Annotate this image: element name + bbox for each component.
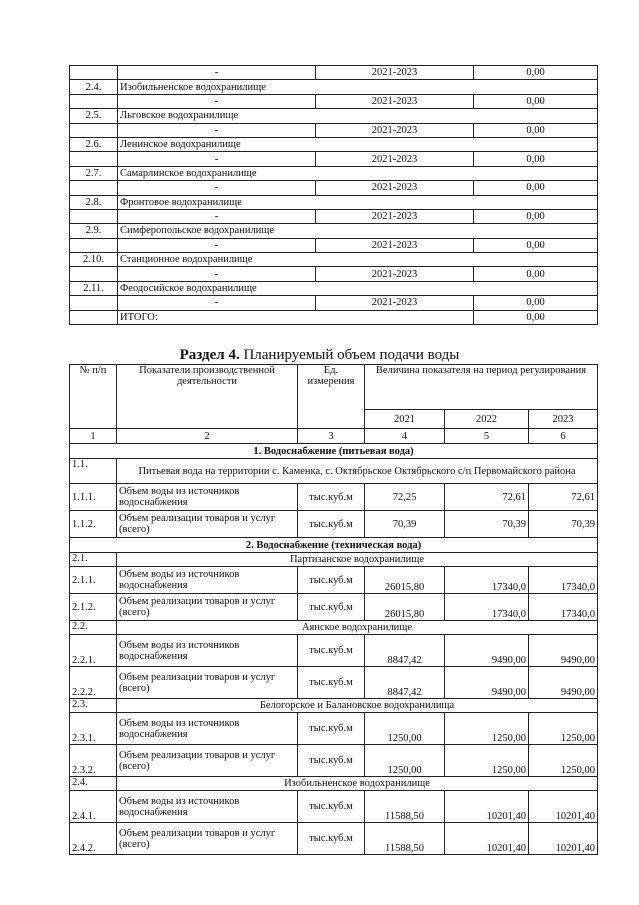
group-num: 2.4. xyxy=(70,777,117,791)
value-2021: 8847,42 xyxy=(365,635,445,667)
value-2023: 10201,40 xyxy=(529,791,598,823)
item-unit: тыс.куб.м xyxy=(298,594,365,621)
value-cell: 0,00 xyxy=(474,152,598,166)
table-row xyxy=(70,745,598,777)
table-row xyxy=(70,713,598,745)
col-num: 6 xyxy=(529,429,598,444)
row-num-cell: 2.10. xyxy=(70,253,118,267)
table-row xyxy=(70,123,598,137)
group-row xyxy=(70,459,598,484)
row-num-cell xyxy=(70,181,118,195)
reservoir-row xyxy=(70,109,598,123)
table-row xyxy=(70,823,598,855)
section-4-title-text: Планируемый объем подачи воды xyxy=(239,347,460,363)
total-value: 0,00 xyxy=(474,310,598,324)
reservoir-row xyxy=(70,137,598,151)
group-name: Аянское водохранилище xyxy=(117,621,598,635)
period-cell: 2021-2023 xyxy=(316,296,474,310)
reservoir-row xyxy=(70,166,598,180)
row-num-cell xyxy=(70,296,118,310)
row-num-cell: 2.7. xyxy=(70,166,118,180)
header-num: № п/п xyxy=(70,365,117,429)
dash-cell: - xyxy=(118,209,316,223)
value-2023: 9490,00 xyxy=(529,667,598,699)
value-2021: 11588,50 xyxy=(365,823,445,855)
group-num: 2.2. xyxy=(70,621,117,635)
period-cell: 2021-2023 xyxy=(316,181,474,195)
item-num: 2.4.2. xyxy=(70,823,117,855)
column-number-row xyxy=(70,429,598,444)
value-2021: 1250,00 xyxy=(365,745,445,777)
table-row xyxy=(70,296,598,310)
reservoir-row xyxy=(70,253,598,267)
value-2023: 9490,00 xyxy=(529,635,598,667)
item-unit: тыс.куб.м xyxy=(298,484,365,511)
item-name: Объем реализации товаров и услуг (всего) xyxy=(117,511,298,538)
value-2021: 26015,80 xyxy=(365,567,445,594)
header-indicator: Показатели производственной деятельности xyxy=(117,365,298,429)
value-cell: 0,00 xyxy=(474,66,598,80)
value-2022: 9490,00 xyxy=(445,635,529,667)
value-2022: 72,61 xyxy=(445,484,529,511)
water-supply-table xyxy=(69,364,598,855)
water-supply-table-body xyxy=(70,365,598,855)
header-year: 2021 xyxy=(365,410,445,429)
table-row xyxy=(70,594,598,621)
section-title: 2. Водоснабжение (техническая вода) xyxy=(70,538,598,553)
value-2022: 10201,40 xyxy=(445,791,529,823)
group-row xyxy=(70,777,598,791)
table-row xyxy=(70,667,598,699)
table-row xyxy=(70,152,598,166)
row-num-cell: 2.11. xyxy=(70,281,118,295)
item-num: 1.1.2. xyxy=(70,511,117,538)
header-value: Величина показателя на период регулирования xyxy=(365,365,598,410)
period-cell: 2021-2023 xyxy=(316,66,474,80)
reservoir-name-cell: Симферопольское водохранилище xyxy=(118,224,598,238)
item-name: Объем воды из источников водоснабжения xyxy=(117,484,298,511)
value-2021: 70,39 xyxy=(365,511,445,538)
item-unit: тыс.куб.м xyxy=(298,567,365,594)
reservoirs-table-body xyxy=(70,66,598,325)
value-2021: 72,25 xyxy=(365,484,445,511)
header-year: 2023 xyxy=(529,410,598,429)
dash-cell: - xyxy=(118,296,316,310)
value-2023: 72,61 xyxy=(529,484,598,511)
header-unit: Ед. измерения xyxy=(298,365,365,429)
value-2023: 1250,00 xyxy=(529,745,598,777)
row-num-cell xyxy=(70,94,118,108)
value-cell: 0,00 xyxy=(474,123,598,137)
value-2022: 1250,00 xyxy=(445,745,529,777)
period-cell: 2021-2023 xyxy=(316,267,474,281)
row-num-cell: 2.4. xyxy=(70,80,118,94)
table-row xyxy=(70,209,598,223)
reservoir-name-cell: Ленинское водохранилище xyxy=(118,137,598,151)
value-2021: 26015,80 xyxy=(365,594,445,621)
value-2022: 10201,40 xyxy=(445,823,529,855)
value-2022: 9490,00 xyxy=(445,667,529,699)
item-name: Объем воды из источников водоснабжения xyxy=(117,567,298,594)
value-cell: 0,00 xyxy=(474,296,598,310)
item-num: 2.3.2. xyxy=(70,745,117,777)
item-name: Объем реализации товаров и услуг (всего) xyxy=(117,594,298,621)
dash-cell: - xyxy=(118,152,316,166)
table-row xyxy=(70,567,598,594)
row-num-cell xyxy=(70,310,118,324)
table-row xyxy=(70,267,598,281)
table-row xyxy=(70,66,598,80)
period-cell: 2021-2023 xyxy=(316,123,474,137)
table-row xyxy=(70,94,598,108)
value-2023: 70,39 xyxy=(529,511,598,538)
reservoir-name-cell: Льговское водохранилище xyxy=(118,109,598,123)
value-2023: 17340,0 xyxy=(529,567,598,594)
table-row xyxy=(70,511,598,538)
period-cell: 2021-2023 xyxy=(316,94,474,108)
reservoir-row xyxy=(70,195,598,209)
value-2022: 17340,0 xyxy=(445,594,529,621)
col-num: 3 xyxy=(298,429,365,444)
value-2021: 11588,50 xyxy=(365,791,445,823)
group-num: 2.3. xyxy=(70,699,117,713)
item-name: Объем воды из источников водоснабжения xyxy=(117,635,298,667)
dash-cell: - xyxy=(118,238,316,252)
item-num: 2.1.2. xyxy=(70,594,117,621)
row-num-cell: 2.5. xyxy=(70,109,118,123)
group-row xyxy=(70,699,598,713)
value-2023: 17340,0 xyxy=(529,594,598,621)
item-unit: тыс.куб.м xyxy=(298,511,365,538)
item-unit: тыс.куб.м xyxy=(298,713,365,745)
reservoir-name-cell: Самарлинское водохранилище xyxy=(118,166,598,180)
section-4-title-bold: Раздел 4. xyxy=(179,347,240,363)
reservoir-name-cell: Станционное водохранилище xyxy=(118,253,598,267)
row-num-cell xyxy=(70,267,118,281)
item-name: Объем реализации товаров и услуг (всего) xyxy=(117,823,298,855)
section-title: 1. Водоснабжение (питьевая вода) xyxy=(70,444,598,459)
value-2021: 8847,42 xyxy=(365,667,445,699)
item-unit: тыс.куб.м xyxy=(298,823,365,855)
reservoir-name-cell: Феодосийское водохранилище xyxy=(118,281,598,295)
dash-cell: - xyxy=(118,267,316,281)
section-header-row xyxy=(70,538,598,553)
dash-cell: - xyxy=(118,66,316,80)
item-name: Объем воды из источников водоснабжения xyxy=(117,791,298,823)
reservoir-row xyxy=(70,80,598,94)
item-num: 2.4.1. xyxy=(70,791,117,823)
value-cell: 0,00 xyxy=(474,181,598,195)
col-num: 2 xyxy=(117,429,298,444)
item-num: 2.2.2. xyxy=(70,667,117,699)
value-2022: 70,39 xyxy=(445,511,529,538)
table-row xyxy=(70,181,598,195)
value-2023: 1250,00 xyxy=(529,713,598,745)
row-num-cell: 2.9. xyxy=(70,224,118,238)
table-row xyxy=(70,238,598,252)
period-cell: 2021-2023 xyxy=(316,209,474,223)
group-name: Изобильненское водохранилище xyxy=(117,777,598,791)
item-unit: тыс.куб.м xyxy=(298,667,365,699)
header-row xyxy=(70,365,598,410)
col-num: 5 xyxy=(445,429,529,444)
value-cell: 0,00 xyxy=(474,238,598,252)
value-2022: 1250,00 xyxy=(445,713,529,745)
dash-cell: - xyxy=(118,123,316,137)
group-num: 1.1. xyxy=(70,459,117,484)
item-name: Объем реализации товаров и услуг (всего) xyxy=(117,745,298,777)
reservoir-row xyxy=(70,224,598,238)
row-num-cell xyxy=(70,123,118,137)
dash-cell: - xyxy=(118,181,316,195)
row-num-cell: 2.6. xyxy=(70,137,118,151)
item-num: 1.1.1. xyxy=(70,484,117,511)
row-num-cell xyxy=(70,209,118,223)
col-num: 4 xyxy=(365,429,445,444)
reservoirs-table xyxy=(69,65,598,325)
period-cell: 2021-2023 xyxy=(316,238,474,252)
row-num-cell xyxy=(70,238,118,252)
group-num: 2.1. xyxy=(70,553,117,567)
value-2022: 17340,0 xyxy=(445,567,529,594)
row-num-cell xyxy=(70,152,118,166)
group-name: Партизанское водохранилище xyxy=(117,553,598,567)
section-4-title xyxy=(0,347,639,364)
table-row xyxy=(70,484,598,511)
value-cell: 0,00 xyxy=(474,94,598,108)
table-row xyxy=(70,635,598,667)
reservoir-name-cell: Изобильненское водохранилище xyxy=(118,80,598,94)
item-num: 2.1.1. xyxy=(70,567,117,594)
reservoir-row xyxy=(70,281,598,295)
group-name: Питьевая вода на территории с. Каменка, с. Октябрьское Октябрьского с/п Первомайского района xyxy=(117,459,598,484)
row-num-cell xyxy=(70,66,118,80)
value-2021: 1250,00 xyxy=(365,713,445,745)
item-name: Объем реализации товаров и услуг (всего) xyxy=(117,667,298,699)
item-unit: тыс.куб.м xyxy=(298,635,365,667)
section-header-row xyxy=(70,444,598,459)
row-num-cell: 2.8. xyxy=(70,195,118,209)
reservoir-name-cell: Фронтовое водохранилище xyxy=(118,195,598,209)
group-row xyxy=(70,621,598,635)
item-num: 2.3.1. xyxy=(70,713,117,745)
value-cell: 0,00 xyxy=(474,209,598,223)
group-row xyxy=(70,553,598,567)
item-name: Объем воды из источников водоснабжения xyxy=(117,713,298,745)
period-cell: 2021-2023 xyxy=(316,152,474,166)
total-label: ИТОГО: xyxy=(118,310,474,324)
item-unit: тыс.куб.м xyxy=(298,745,365,777)
dash-cell: - xyxy=(118,94,316,108)
group-name: Белогорское и Балановское водохранилища xyxy=(117,699,598,713)
value-2023: 10201,40 xyxy=(529,823,598,855)
item-unit: тыс.куб.м xyxy=(298,791,365,823)
col-num: 1 xyxy=(70,429,117,444)
value-cell: 0,00 xyxy=(474,267,598,281)
total-row xyxy=(70,310,598,324)
table-row xyxy=(70,791,598,823)
item-num: 2.2.1. xyxy=(70,635,117,667)
header-year: 2022 xyxy=(445,410,529,429)
